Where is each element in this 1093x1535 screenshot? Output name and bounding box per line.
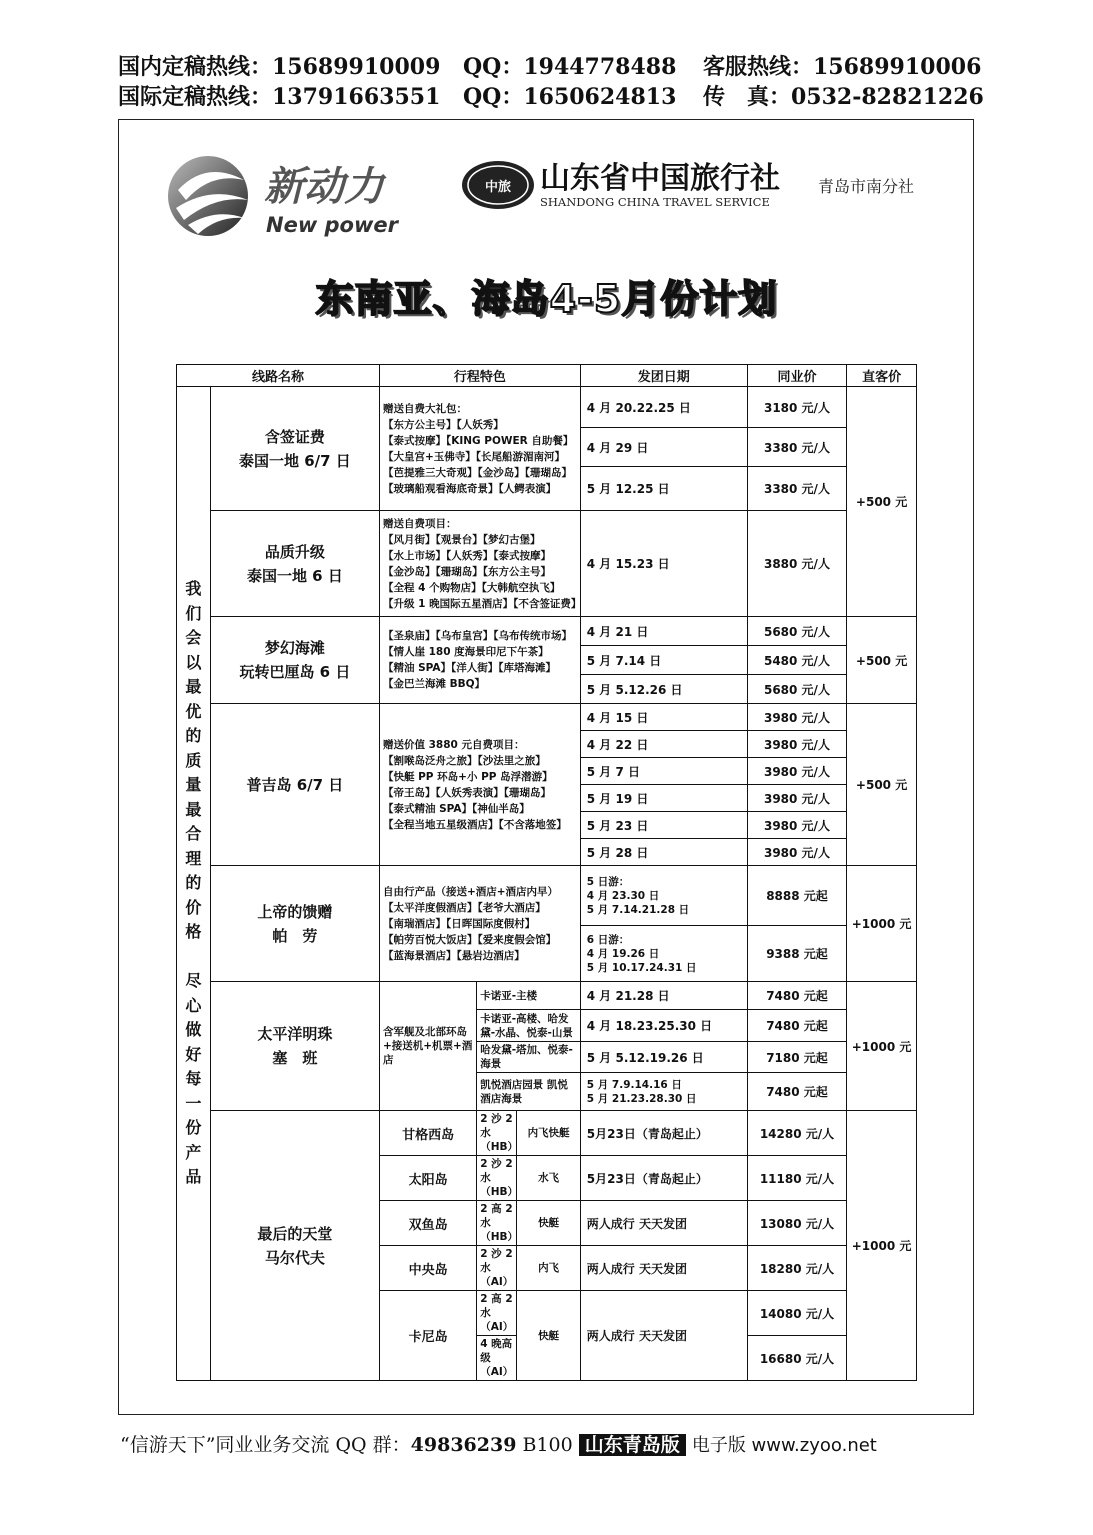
side-slogan-char: 会 — [185, 628, 202, 648]
side-slogan-char: 做 — [185, 1020, 202, 1040]
feature-line: 【太平洋度假酒店】【老爷大酒店】 — [382, 901, 546, 914]
cts-badge-text: 中旅 — [484, 180, 512, 195]
room-type: 2 沙 2 水（AI） — [477, 1246, 517, 1291]
feature-line: 【风月街】【观景台】【梦幻古堡】 — [382, 533, 541, 546]
departure-date: 4 月 22 日 — [580, 731, 747, 758]
date-line: 5 月 7.9.14.16 日 — [586, 1078, 682, 1091]
trade-price: 3980 元/人 — [747, 731, 846, 758]
departure-date: 5 月 12.25 日 — [580, 467, 747, 511]
feature-line: 【精油 SPA】【洋人街】【库塔海滩】 — [382, 662, 557, 674]
features-thai-upgrade — [379, 511, 580, 617]
side-slogan-char: 份 — [185, 1118, 202, 1138]
feature-line: 【全程当地五星级酒店】【不含落地签】 — [382, 818, 567, 831]
feature-line: 【芭提雅三大奇观】【金沙岛】【珊瑚岛】 — [382, 466, 572, 479]
table-header-row — [177, 365, 917, 387]
trade-price: 16680 元/人 — [747, 1336, 846, 1381]
trade-price: 7480 元起 — [747, 1010, 846, 1042]
departure-date: 5 月 5.12.19.26 日 — [580, 1042, 747, 1073]
room-type: 4 晚高级（AI） — [477, 1336, 517, 1381]
route-name-line: 太平洋明珠 — [257, 1025, 333, 1043]
side-slogan-char: 优 — [185, 701, 202, 721]
trade-price: 3980 元/人 — [747, 704, 846, 731]
side-slogan-char: 理 — [185, 848, 202, 868]
trade-price: 3980 元/人 — [747, 812, 846, 839]
col-header-trade-price: 同业价 — [747, 365, 846, 387]
route-name-line: 塞 班 — [272, 1049, 318, 1067]
col-header-direct-price: 直客价 — [847, 365, 917, 387]
side-slogan-char: 的 — [185, 873, 202, 893]
domestic-qq: QQ：1944778488 — [463, 54, 677, 80]
direct-price: +1000 元 — [847, 982, 917, 1111]
route-name-line: 梦幻海滩 — [264, 639, 325, 657]
route-name-line: 泰国一地 6 日 — [246, 566, 343, 585]
trade-price: 7180 元起 — [747, 1042, 846, 1073]
table-row — [177, 387, 917, 428]
departure-dates-5day — [580, 866, 747, 926]
side-slogan-char: 们 — [185, 603, 202, 623]
side-slogan-char: 合 — [185, 824, 202, 844]
cts-logo — [460, 155, 940, 215]
side-slogan-char — [177, 945, 210, 970]
newpower-cn-text: 新动力 — [264, 164, 384, 210]
route-name-line: 最后的天堂 — [257, 1224, 333, 1243]
feature-line: 【升级 1 晚国际五星酒店】【不含签证费】 — [382, 597, 582, 610]
saipan-option: 凯悦酒店园景 凯悦酒店海景 — [477, 1073, 581, 1111]
direct-price: +1000 元 — [847, 1111, 917, 1381]
island-name: 甘格西岛 — [379, 1111, 476, 1156]
departure-dates-6day — [580, 926, 747, 982]
page-title-wrap — [0, 268, 1093, 323]
route-saipan — [210, 982, 379, 1111]
feature-line: 【大皇宫+玉佛寺】【长尾船游湄南河】 — [382, 450, 566, 463]
domestic-hotline: 国内定稿热线：15689910009 — [118, 54, 441, 80]
departure-date: 5 月 19 日 — [580, 785, 747, 812]
departure-date: 5 月 5.12.26 日 — [580, 675, 747, 704]
feature-line: 赠送自费项目： — [382, 517, 457, 530]
departure-date: 4 月 20.22.25 日 — [580, 387, 747, 428]
trade-price: 3180 元/人 — [747, 387, 846, 428]
feature-line: 赠送价值 3880 元自费项目： — [382, 738, 525, 751]
room-type: 2 沙 2 水（HB） — [477, 1156, 517, 1201]
trade-price: 13080 元/人 — [747, 1201, 846, 1246]
feature-line: 【情人崖 180 度海景印尼下午茶】 — [382, 646, 549, 658]
feature-line: 【南瑞酒店】【日晖国际度假村】 — [382, 917, 536, 930]
trade-price: 3380 元/人 — [747, 467, 846, 511]
side-slogan — [177, 387, 211, 1381]
trade-price: 9388 元起 — [747, 926, 846, 982]
departure-date: 5 月 7 日 — [580, 758, 747, 785]
feature-line: 【玻璃船观看海底奇景】【人鳄表演】 — [382, 482, 557, 495]
departure-date: 4 月 21 日 — [580, 617, 747, 646]
feature-line: 【帕劳百悦大饭店】【爱来度假会馆】 — [382, 933, 557, 946]
departure-date: 4 月 15.23 日 — [580, 511, 747, 617]
departure-date: 5 月 23 日 — [580, 812, 747, 839]
feature-line: 【金沙岛】【珊瑚岛】【东方公主号】 — [382, 565, 551, 578]
side-slogan-char: 格 — [185, 922, 202, 942]
features-palau — [379, 866, 580, 982]
feature-line: 【全程 4 个购物店】【大韩航空执飞】 — [382, 581, 561, 594]
transfer-type: 内飞 — [517, 1246, 580, 1291]
trade-price: 14280 元/人 — [747, 1111, 846, 1156]
route-name-line: 帕 劳 — [272, 926, 318, 945]
saipan-include: 含军舰及北部环岛+接送机+机票+酒店 — [379, 982, 476, 1111]
date-line: 5 日游： — [586, 875, 630, 888]
side-slogan-char: 心 — [185, 995, 202, 1015]
fax-number: 传 真：0532-82821226 — [703, 84, 984, 110]
trade-price: 11180 元/人 — [747, 1156, 846, 1201]
departure-date: 两人成行 天天发团 — [580, 1201, 747, 1246]
direct-price: +1000 元 — [847, 866, 917, 982]
feature-line: 自由行产品（接送+酒店+酒店内早） — [382, 885, 559, 898]
route-thai-sign — [210, 387, 379, 511]
saipan-option: 哈发黛-塔加、悦泰-海景 — [477, 1042, 581, 1073]
departure-date: 两人成行 天天发团 — [580, 1291, 747, 1381]
side-slogan-char: 最 — [185, 677, 202, 697]
date-line: 5 月 21.23.28.30 日 — [586, 1092, 697, 1105]
date-line: 5 月 7.14.21.28 日 — [586, 903, 690, 916]
route-thai-upgrade — [210, 511, 379, 617]
service-hotline: 客服热线：15689910006 — [703, 54, 982, 80]
departure-date: 5月23日（青岛起止） — [580, 1156, 747, 1201]
trade-price: 3980 元/人 — [747, 839, 846, 866]
feature-line: 【快艇 PP 环岛+小 PP 岛浮潜游】 — [382, 770, 553, 783]
island-name: 中央岛 — [379, 1246, 476, 1291]
feature-line: 【蓝海景酒店】【悬岩边酒店】 — [382, 949, 525, 962]
cts-branch-text: 青岛市南分社 — [818, 177, 915, 196]
departure-date: 4 月 29 日 — [580, 428, 747, 467]
departure-date: 4 月 18.23.25.30 日 — [580, 1010, 747, 1042]
feature-line: 【水上市场】【人妖秀】【泰式按摩】 — [382, 549, 551, 562]
island-name: 双鱼岛 — [379, 1201, 476, 1246]
side-slogan-char: 品 — [185, 1167, 202, 1187]
departure-date: 5月23日（青岛起止） — [580, 1111, 747, 1156]
col-header-route: 线路名称 — [177, 365, 380, 387]
trade-price: 5480 元/人 — [747, 646, 846, 675]
trade-price: 3980 元/人 — [747, 785, 846, 812]
features-thai-sign — [379, 387, 580, 511]
trade-price: 3980 元/人 — [747, 758, 846, 785]
route-name-line: 泰国一地 6/7 日 — [238, 451, 351, 470]
feature-line: 【帝王岛】【人妖秀表演】【珊瑚岛】 — [382, 786, 551, 799]
side-slogan-char: 最 — [185, 799, 202, 819]
newpower-en-text: New power — [266, 213, 398, 237]
table-row — [177, 511, 917, 617]
table-row — [177, 866, 917, 926]
departure-date: 两人成行 天天发团 — [580, 1246, 747, 1291]
table-row — [177, 617, 917, 646]
feature-line: 【东方公主号】【人妖秀】 — [382, 418, 504, 431]
cts-name-text: 山东省中国旅行社 — [540, 161, 780, 196]
trade-price: 8888 元起 — [747, 866, 846, 926]
trade-price: 7480 元起 — [747, 1073, 846, 1111]
room-type: 2 高 2 水（HB） — [477, 1201, 517, 1246]
table-row — [177, 982, 917, 1010]
departure-dates-hyatt — [580, 1073, 747, 1111]
island-name: 卡尼岛 — [379, 1291, 476, 1381]
side-slogan-char: 我 — [185, 579, 202, 599]
features-bali — [379, 617, 580, 704]
col-header-features: 行程特色 — [379, 365, 580, 387]
route-palau — [210, 866, 379, 982]
departure-date: 5 月 28 日 — [580, 839, 747, 866]
side-slogan-char: 量 — [185, 775, 202, 795]
feature-line: 【割喉岛泛舟之旅】【沙法里之旅】 — [382, 754, 546, 767]
col-header-dates: 发团日期 — [580, 365, 747, 387]
footer-edition: 山东青岛版 — [579, 1434, 686, 1456]
intl-qq: QQ：1650624813 — [463, 84, 677, 110]
side-slogan-char: 尽 — [185, 971, 202, 991]
direct-price: +500 元 — [847, 387, 917, 617]
trade-price: 5680 元/人 — [747, 617, 846, 646]
footer-qq-number: 49836239 — [410, 1434, 517, 1456]
feature-line: 【泰式按摩】【KING POWER 自助餐】 — [382, 434, 574, 447]
saipan-option: 卡诺亚-主楼 — [477, 982, 581, 1010]
feature-line: 【圣泉庙】【乌布皇宫】【乌布传统市场】 — [382, 630, 572, 642]
departure-date: 5 月 7.14 日 — [580, 646, 747, 675]
route-phuket: 普吉岛 6/7 日 — [210, 704, 379, 866]
footer-website: 电子版 www.zyoo.net — [691, 1435, 877, 1456]
side-slogan-char: 的 — [185, 726, 202, 746]
trade-price: 3880 元/人 — [747, 511, 846, 617]
departure-date: 4 月 15 日 — [580, 704, 747, 731]
side-slogan-char: 产 — [185, 1142, 202, 1162]
side-slogan-char: 以 — [185, 652, 202, 672]
cts-en-text: SHANDONG CHINA TRAVEL SERVICE — [540, 195, 770, 209]
route-bali — [210, 617, 379, 704]
route-name-line: 品质升级 — [264, 542, 325, 561]
departure-date: 4 月 21.28 日 — [580, 982, 747, 1010]
transfer-type: 快艇 — [517, 1291, 580, 1381]
feature-line: 【泰式精油 SPA】【神仙半岛】 — [382, 802, 530, 815]
feature-line: 赠送自费大礼包： — [382, 402, 467, 415]
saipan-option: 卡诺亚-高楼、哈发黛-水晶、悦泰-山景 — [477, 1010, 581, 1042]
trade-price: 18280 元/人 — [747, 1246, 846, 1291]
newpower-logo — [166, 150, 426, 245]
footer-qq-group: “信游天下”同业业务交流 QQ 群： — [120, 1434, 411, 1456]
date-line: 4 月 23.30 日 — [586, 889, 660, 902]
transfer-type: 水飞 — [517, 1156, 580, 1201]
intl-hotline: 国际定稿热线：13791663551 — [118, 84, 441, 110]
room-type: 2 高 2 水（AI） — [477, 1291, 517, 1336]
features-phuket — [379, 704, 580, 866]
route-table — [176, 364, 917, 1381]
island-name: 太阳岛 — [379, 1156, 476, 1201]
date-line: 4 月 19.26 日 — [586, 947, 660, 960]
transfer-type: 内飞快艇 — [517, 1111, 580, 1156]
side-slogan-char: 质 — [185, 750, 202, 770]
transfer-type: 快艇 — [517, 1201, 580, 1246]
room-type: 2 沙 2 水（HB） — [477, 1111, 517, 1156]
date-line: 6 日游： — [586, 933, 630, 946]
side-slogan-char: 一 — [185, 1093, 202, 1113]
page-title: 东南亚、海岛4-5月份计划 — [315, 277, 778, 321]
route-name-line: 上帝的馈赠 — [257, 902, 333, 921]
side-slogan-char: 好 — [185, 1044, 202, 1064]
trade-price: 14080 元/人 — [747, 1291, 846, 1336]
side-slogan-char: 价 — [185, 897, 202, 917]
route-maldives — [210, 1111, 379, 1381]
route-name-line: 马尔代夫 — [264, 1248, 325, 1267]
route-name-line: 玩转巴厘岛 6 日 — [239, 663, 351, 681]
trade-price: 3380 元/人 — [747, 428, 846, 467]
footer — [120, 1430, 980, 1457]
side-slogan-char: 每 — [185, 1069, 202, 1089]
table-row — [177, 1111, 917, 1156]
date-line: 5 月 10.17.24.31 日 — [586, 961, 697, 974]
trade-price: 5680 元/人 — [747, 675, 846, 704]
direct-price: +500 元 — [847, 617, 917, 704]
footer-code: B100 — [522, 1434, 573, 1456]
table-row — [177, 704, 917, 731]
feature-line: 【金巴兰海滩 BBQ】 — [382, 678, 486, 690]
trade-price: 7480 元起 — [747, 982, 846, 1010]
direct-price: +500 元 — [847, 704, 917, 866]
route-name-line: 含签证费 — [264, 427, 325, 446]
